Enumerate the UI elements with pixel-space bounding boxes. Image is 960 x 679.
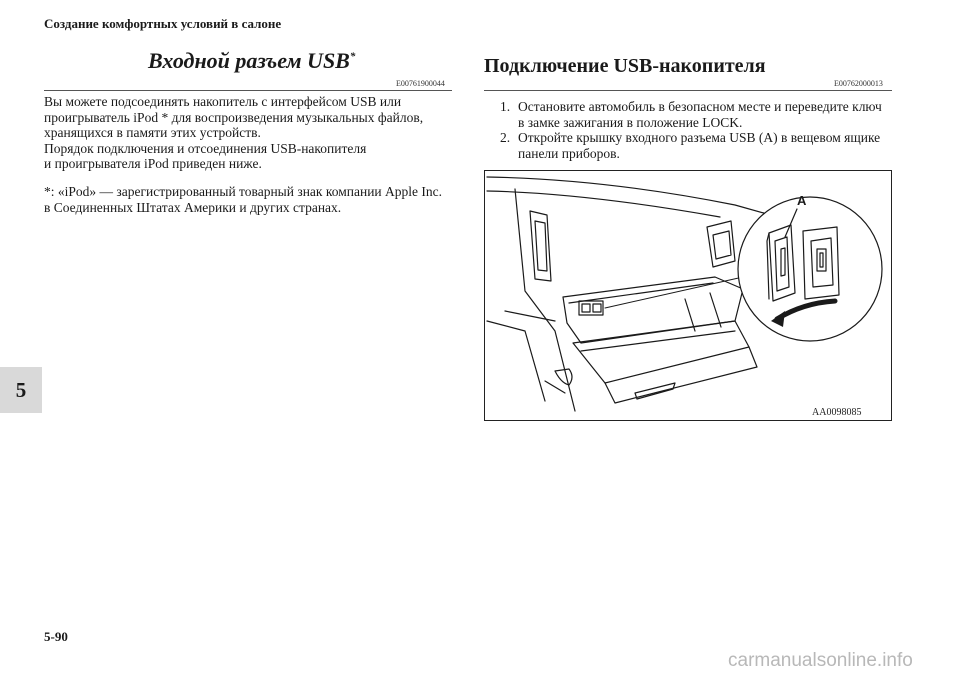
step-item <box>484 99 894 130</box>
usb-section-title-text: Входной разъем USB <box>148 48 350 73</box>
connect-usb-title: Подключение USB-накопителя <box>484 55 766 77</box>
usb-section-code: E00761900044 <box>396 79 445 88</box>
footnote-line: в Соединенных Штатах Америки и других странах. <box>44 199 342 215</box>
chapter-number: 5 <box>15 377 27 402</box>
connect-usb-code: E00762000013 <box>834 79 883 88</box>
step-number: 2. <box>500 130 511 145</box>
intro-paragraph <box>44 94 454 172</box>
intro-line: Порядок подключения и отсоединения USB-накопителя <box>44 140 367 156</box>
step-list <box>484 99 894 161</box>
section-header: Создание комфортных условий в салоне <box>44 16 282 31</box>
step-line: в замке зажигания в положение LOCK. <box>518 114 743 130</box>
intro-line: проигрыватель iPod * для воспроизведения музыкальных файлов, <box>44 109 424 125</box>
callout-label-a: A <box>797 193 807 208</box>
figure-code: AA0098085 <box>812 407 862 418</box>
title-footnote-mark: * <box>349 50 356 63</box>
usb-section-title <box>148 48 355 74</box>
right-divider <box>484 90 892 91</box>
chapter-tab <box>0 367 42 413</box>
step-line: панели приборов. <box>518 145 620 161</box>
step-number: 1. <box>500 99 511 114</box>
step-item <box>484 130 894 161</box>
dashboard-glovebox-drawing <box>485 171 891 420</box>
footnote-line: *: «iPod» — зарегистрированный товарный знак компании Apple Inc. <box>44 184 442 199</box>
left-divider <box>44 90 452 91</box>
ipod-footnote <box>44 184 454 215</box>
page-number: 5-90 <box>44 629 68 644</box>
intro-line: Вы можете подсоединять накопитель с интерфейсом USB или <box>44 94 402 109</box>
watermark: carmanualsonline.info <box>728 650 913 671</box>
glovebox-usb-illustration <box>484 170 892 421</box>
step-line: Остановите автомобиль в безопасном месте и переведите ключ <box>518 99 882 114</box>
intro-line: хранящихся в памяти этих устройств. <box>44 125 261 140</box>
step-line: Откройте крышку входного разъема USB (A) в вещевом ящике <box>518 130 881 145</box>
intro-line: и проигрывателя iPod приведен ниже. <box>44 156 262 171</box>
